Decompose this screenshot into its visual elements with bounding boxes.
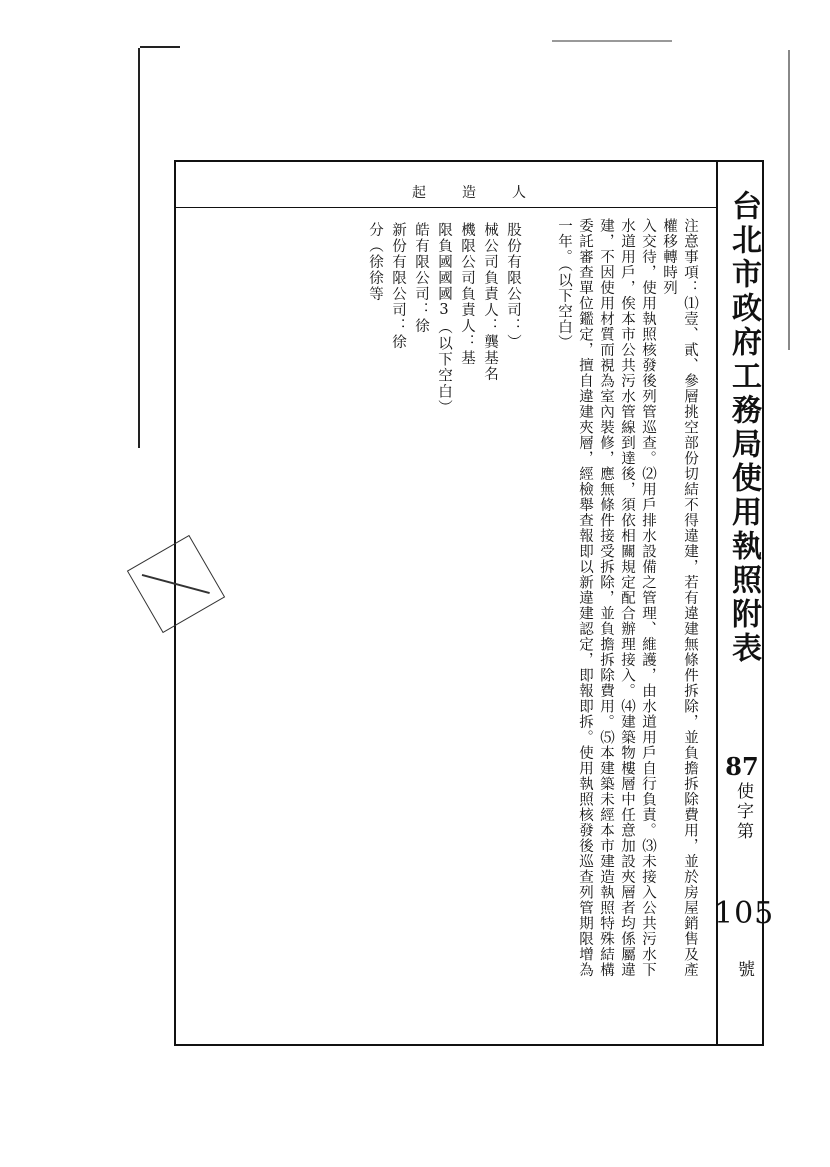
permit-type: 使字第 [733,782,753,842]
note-line: 委託審查單位鑑定，擅自違建夾層，經檢舉查報即以新違建認定，即報即拆。使用執照核發後巡查列管期限增為 [577,218,593,978]
builder-header-row [176,178,716,208]
builder-line: 械公司負責人：龔基名 [482,222,498,382]
permit-year: 87 [725,752,759,781]
builder-line: 機限公司負責人：基 [459,222,475,366]
permit-suffix: 號 [734,960,754,977]
page-right-margin-line [788,50,790,350]
form-title: 台北市政府工務局使用執照附表 [726,190,761,666]
page-top-right-mark [552,40,672,42]
note-line: 入交待，使用執照核發後列管巡查。⑵用戶排水設備之管理、維護，由水道用戶自行負責。⑶未接入公共污水下 [640,218,656,978]
builder-line: 新份有限公司：徐 [390,222,406,350]
builder-line: 分（徐徐等 [367,222,383,302]
permit-number: 105 [714,896,775,931]
builder-header: 起造人 [412,185,562,201]
note-line: 注意事項：⑴壹、貳、參層挑空部份切結不得違建，若有違建無條件拆除，並負擔拆除費用，並於房屋銷售及產權移轉時列 [661,218,698,978]
note-line: 一年。（以下空白） [556,218,572,351]
builder-line: 皓有限公司：徐 [413,222,429,334]
note-line: 水道用戶，俟本市公共污水管線到達後，須依相關規定配合辦理接入。⑷建築物樓層中任意加設夾層者均係屬違 [619,218,635,978]
builder-list [367,222,524,482]
page-top-margin-line [140,46,180,48]
seal-stamp-stroke [142,574,210,594]
notes-block [520,218,700,978]
note-line: 建，不因使用材質而視為室內裝修，應無條件接受拆除，並負擔拆除費用。⑸本建築未經本市建造執照特殊結構 [598,218,614,978]
page-left-margin-line [138,48,140,448]
title-column [714,160,775,1046]
builder-line: 股份有限公司：） [505,222,521,350]
builder-line: 限負國國國3（以下空白） [436,222,452,416]
